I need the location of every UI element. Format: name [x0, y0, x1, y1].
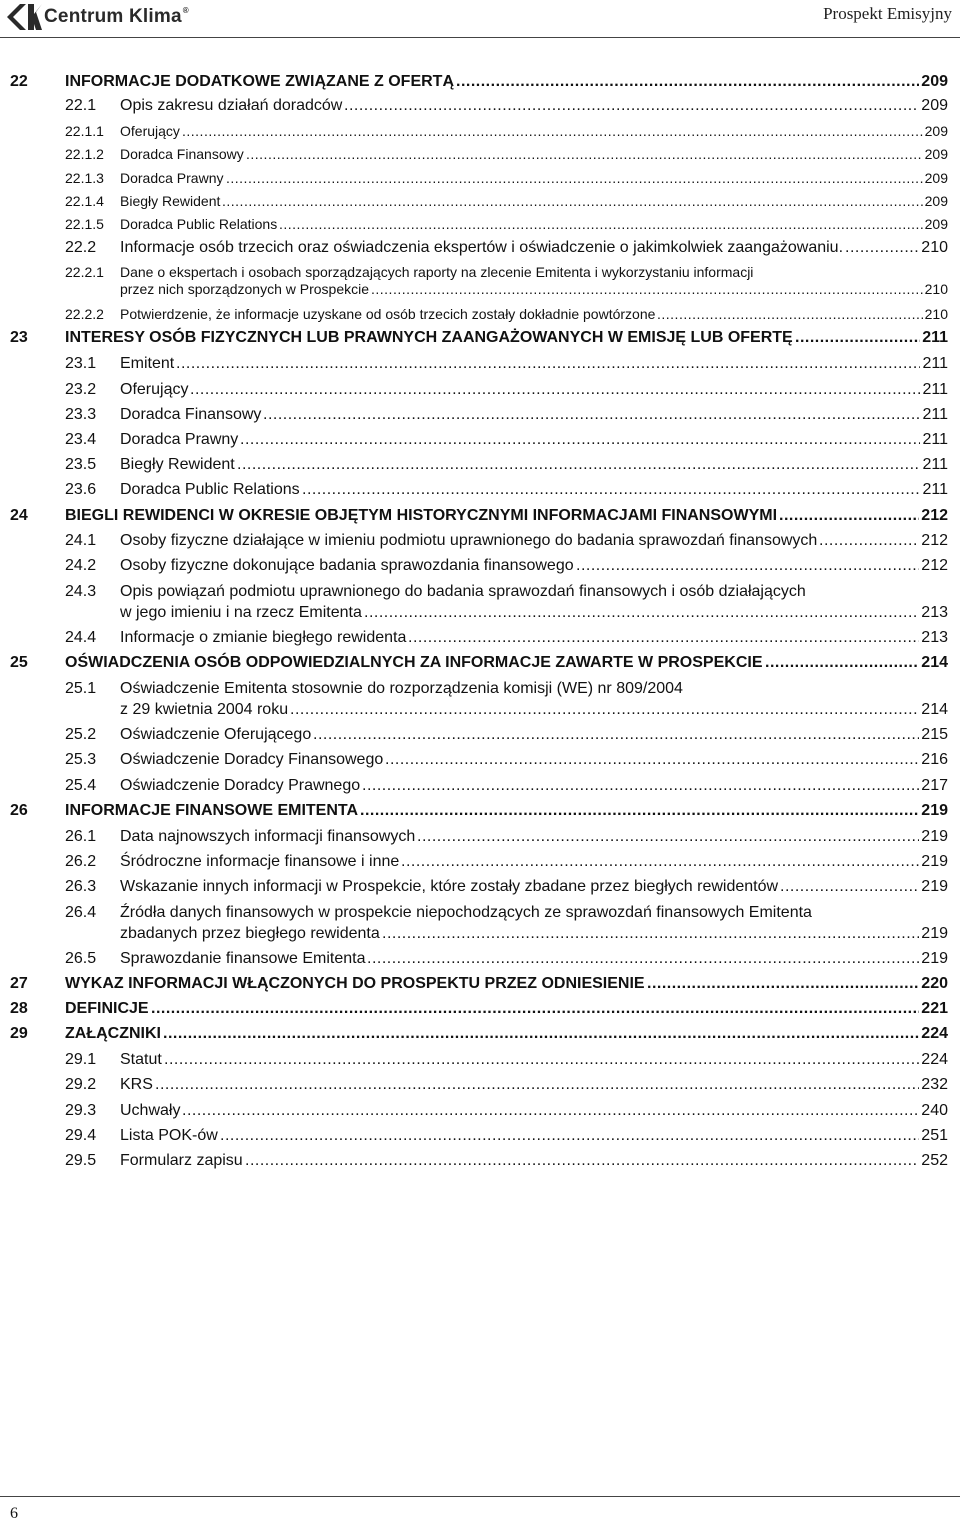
toc-dot-leader	[182, 1102, 919, 1120]
toc-dot-leader	[246, 146, 923, 162]
toc-entry-title: Biegły Rewident	[120, 193, 221, 209]
toc-dot-leader	[382, 925, 919, 943]
toc-entry-number: 23	[10, 329, 28, 346]
toc-entry-title: Źródła danych finansowych w prospekcie niepochodzących ze sprawozdań finansowych Emitenta	[120, 904, 812, 921]
toc-dot-leader	[263, 406, 920, 424]
toc-entry-title: KRS	[120, 1076, 153, 1093]
toc-dot-leader	[456, 73, 919, 91]
toc-entry-page: 211	[922, 381, 948, 398]
header-divider	[0, 37, 960, 38]
document-title: Prospekt Emisyjny	[823, 4, 952, 23]
toc-entry-page: 212	[921, 557, 948, 574]
toc-dot-leader	[647, 975, 919, 993]
toc-entry-title: Oferujący	[120, 123, 180, 139]
toc-entry-page: 211	[922, 481, 948, 498]
toc-dot-leader	[176, 355, 920, 373]
toc-entry-page: 211	[922, 431, 948, 448]
toc-entry-page: 211	[922, 456, 948, 473]
toc-dot-leader	[657, 306, 923, 322]
toc-entry-page: 211	[922, 329, 948, 346]
toc-entry-number: 25.1	[65, 680, 97, 697]
toc-entry-number: 22.1.5	[65, 216, 104, 232]
toc-dot-leader	[155, 1076, 919, 1094]
toc-entry-page: 219	[921, 950, 948, 967]
toc-entry-page: 209	[924, 193, 948, 209]
page-header	[0, 0, 960, 40]
footer-divider	[0, 1496, 960, 1497]
toc-entry-page: 217	[921, 777, 948, 794]
toc-dot-leader	[417, 828, 919, 846]
toc-entry-title: Oświadczenie Doradcy Finansowego	[120, 751, 384, 768]
toc-entry-page: 219	[921, 878, 948, 895]
toc-entry-number: 22.2	[65, 239, 97, 256]
toc-entry-page: 209	[924, 216, 948, 232]
toc-entry-page: 209	[924, 146, 948, 162]
toc-entry-title: Oferujący	[120, 381, 189, 398]
toc-dot-leader	[371, 281, 923, 297]
toc-entry-page: 211	[922, 406, 948, 423]
toc-entry-title: Informacje o zmianie biegłego rewidenta	[120, 629, 407, 646]
toc-entry-number: 25.2	[65, 726, 97, 743]
toc-entry-page: 209	[924, 123, 948, 139]
toc-dot-leader	[222, 193, 923, 209]
toc-entry-page: 216	[921, 751, 948, 768]
toc-entry-number: 22.2.1	[65, 264, 104, 280]
toc-entry-page: 210	[924, 281, 948, 297]
toc-entry-number: 22.1.2	[65, 146, 104, 162]
toc-entry-page: 211	[922, 355, 948, 372]
toc-entry-number: 29.5	[65, 1152, 97, 1169]
toc-entry-title: OŚWIADCZENIA OSÓB ODPOWIEDZIALNYCH ZA INFORMACJE ZAWARTE W PROSPEKCIE	[65, 654, 763, 671]
toc-entry-page: 219	[921, 828, 948, 845]
toc-entry-page: 210	[924, 306, 948, 322]
toc-entry-number: 28	[10, 1000, 28, 1017]
toc-entry-page: 221	[921, 1000, 948, 1017]
toc-entry-number: 22.2.2	[65, 306, 104, 322]
toc-entry-number: 22.1	[65, 97, 97, 114]
toc-entry-page: 209	[921, 97, 948, 114]
toc-entry-number: 29	[10, 1025, 28, 1042]
toc-entry-number: 24.1	[65, 532, 97, 549]
toc-entry-title: Opis powiązań podmiotu uprawnionego do badania sprawozdań finansowych i osób działających	[120, 583, 806, 600]
toc-entry-number: 24.2	[65, 557, 97, 574]
toc-entry-title-continued: z 29 kwietnia 2004 roku	[120, 701, 289, 718]
toc-entry-title: Oświadczenie Doradcy Prawnego	[120, 777, 361, 794]
toc-entry-page: 214	[921, 654, 948, 671]
toc-entry-number: 26	[10, 802, 28, 819]
toc-entry-number: 29.3	[65, 1102, 97, 1119]
toc-entry-number: 22.1.1	[65, 123, 104, 139]
toc-entry-title: Formularz zapisu	[120, 1152, 243, 1169]
toc-entry-number: 23.3	[65, 406, 97, 423]
toc-dot-leader	[240, 431, 920, 449]
toc-dot-leader	[290, 701, 919, 719]
toc-entry-page: 209	[921, 73, 948, 90]
toc-entry-number: 23.4	[65, 431, 97, 448]
toc-dot-leader	[182, 123, 923, 139]
toc-dot-leader	[362, 777, 919, 795]
toc-entry-page: 252	[921, 1152, 948, 1169]
toc-entry-number: 23.2	[65, 381, 97, 398]
toc-dot-leader	[408, 629, 919, 647]
toc-entry-number: 25.4	[65, 777, 97, 794]
toc-entry-page: 215	[921, 726, 948, 743]
toc-dot-leader	[226, 170, 923, 186]
toc-entry-title: Doradca Public Relations	[120, 481, 300, 498]
toc-entry-title: Oświadczenie Emitenta stosownie do rozporządzenia komisji (WE) nr 809/2004	[120, 680, 683, 697]
toc-entry-title: Statut	[120, 1051, 162, 1068]
toc-dot-leader	[765, 654, 919, 672]
toc-dot-leader	[237, 456, 920, 474]
toc-entry-title: DEFINICJE	[65, 1000, 149, 1017]
toc-entry-title: Informacje osób trzecich oraz oświadczenia ekspertów i oświadczenie o jakimkolwiek zaangażowaniu.	[120, 239, 844, 256]
toc-dot-leader	[795, 329, 920, 347]
toc-entry-title: Lista POK-ów	[120, 1127, 218, 1144]
toc-entry-number: 29.2	[65, 1076, 97, 1093]
toc-entry-title: Data najnowszych informacji finansowych	[120, 828, 416, 845]
toc-entry-number: 26.2	[65, 853, 97, 870]
toc-dot-leader	[344, 97, 919, 115]
toc-entry-title: Doradca Finansowy	[120, 406, 262, 423]
toc-dot-leader	[367, 950, 919, 968]
toc-entry-title: WYKAZ INFORMACJI WŁĄCZONYCH DO PROSPEKTU PRZEZ ODNIESIENIE	[65, 975, 645, 992]
toc-dot-leader	[576, 557, 919, 575]
toc-dot-leader	[360, 802, 919, 820]
toc-entry-title: Doradca Prawny	[120, 170, 224, 186]
company-logo	[4, 2, 189, 32]
toc-entry-title: INFORMACJE FINANSOWE EMITENTA	[65, 802, 359, 819]
toc-entry-title: INFORMACJE DODATKOWE ZWIĄZANE Z OFERTĄ	[65, 73, 455, 90]
toc-entry-page: 214	[921, 701, 948, 718]
toc-entry-title: Sprawozdanie finansowe Emitenta	[120, 950, 366, 967]
toc-dot-leader	[302, 481, 920, 499]
toc-entry-title-continued: przez nich sporządzonych w Prospekcie	[120, 281, 370, 297]
toc-entry-title: Osoby fizyczne dokonujące badania sprawozdania finansowego	[120, 557, 574, 574]
toc-entry-title-continued: zbadanych przez biegłego rewidenta	[120, 925, 380, 942]
toc-entry-page: 232	[921, 1076, 948, 1093]
toc-entry-number: 23.1	[65, 355, 97, 372]
page-number: 6	[10, 1505, 18, 1522]
toc-entry-number: 26.4	[65, 904, 97, 921]
toc-dot-leader	[163, 1025, 919, 1043]
toc-entry-page: 209	[924, 170, 948, 186]
toc-entry-number: 23.6	[65, 481, 97, 498]
toc-entry-title: Opis zakresu działań doradców	[120, 97, 343, 114]
toc-entry-number: 22	[10, 73, 28, 90]
toc-dot-leader	[845, 239, 919, 257]
toc-entry-number: 26.1	[65, 828, 97, 845]
toc-entry-page: 219	[921, 925, 948, 942]
toc-entry-title: BIEGLI REWIDENCI W OKRESIE OBJĘTYM HISTORYCZNYMI INFORMACJAMI FINANSOWYMI	[65, 507, 778, 524]
toc-entry-title: Wskazanie innych informacji w Prospekcie, które zostały zbadane przez biegłych rewidentów	[120, 878, 779, 895]
toc-entry-page: 219	[921, 853, 948, 870]
logo-text: Centrum Klima®	[44, 6, 189, 27]
toc-entry-page: 240	[921, 1102, 948, 1119]
toc-entry-title: INTERESY OSÓB FIZYCZNYCH LUB PRAWNYCH ZAANGAŻOWANYCH W EMISJĘ LUB OFERTĘ	[65, 329, 793, 346]
toc-entry-title: Doradca Finansowy	[120, 146, 244, 162]
toc-entry-title: Emitent	[120, 355, 175, 372]
toc-entry-number: 24	[10, 507, 28, 524]
toc-entry-page: 251	[921, 1127, 948, 1144]
toc-entry-number: 22.1.4	[65, 193, 104, 209]
toc-entry-title: Oświadczenie Oferującego	[120, 726, 312, 743]
toc-entry-title: Śródroczne informacje finansowe i inne	[120, 853, 400, 870]
toc-dot-leader	[780, 878, 919, 896]
toc-dot-leader	[279, 216, 923, 232]
logo-mark-icon	[4, 2, 42, 32]
toc-entry-number: 23.5	[65, 456, 97, 473]
toc-entry-page: 219	[921, 802, 948, 819]
toc-entry-number: 27	[10, 975, 28, 992]
toc-dot-leader	[245, 1152, 919, 1170]
toc-entry-number: 26.3	[65, 878, 97, 895]
toc-entry-number: 26.5	[65, 950, 97, 967]
toc-dot-leader	[220, 1127, 919, 1145]
toc-entry-number: 29.4	[65, 1127, 97, 1144]
toc-entry-page: 224	[921, 1051, 948, 1068]
toc-entry-page: 210	[921, 239, 948, 256]
toc-dot-leader	[385, 751, 919, 769]
toc-entry-title: Biegły Rewident	[120, 456, 235, 473]
toc-dot-leader	[313, 726, 919, 744]
toc-dot-leader	[364, 604, 919, 622]
toc-entry-page: 212	[921, 507, 948, 524]
toc-entry-number: 25.3	[65, 751, 97, 768]
toc-dot-leader	[151, 1000, 919, 1018]
toc-dot-leader	[190, 381, 920, 399]
toc-entry-title: Potwierdzenie, że informacje uzyskane od osób trzecich zostały dokładnie powtórzone	[120, 306, 656, 322]
toc-entry-title: Doradca Prawny	[120, 431, 239, 448]
toc-entry-number: 25	[10, 654, 28, 671]
toc-entry-page: 213	[921, 629, 948, 646]
toc-dot-leader	[819, 532, 919, 550]
toc-entry-page: 212	[921, 532, 948, 549]
toc-entry-page: 220	[921, 975, 948, 992]
toc-dot-leader	[779, 507, 919, 525]
toc-entry-page: 213	[921, 604, 948, 621]
toc-entry-number: 29.1	[65, 1051, 97, 1068]
toc-dot-leader	[401, 853, 919, 871]
toc-entry-number: 24.4	[65, 629, 97, 646]
toc-entry-page: 224	[921, 1025, 948, 1042]
toc-entry-number: 22.1.3	[65, 170, 104, 186]
toc-dot-leader	[164, 1051, 919, 1069]
toc-entry-title: Doradca Public Relations	[120, 216, 278, 232]
toc-entry-title: ZAŁĄCZNIKI	[65, 1025, 161, 1042]
toc-entry-title: Uchwały	[120, 1102, 181, 1119]
toc-entry-title: Osoby fizyczne działające w imieniu podmiotu uprawnionego do badania sprawozdań finansowych	[120, 532, 818, 549]
toc-entry-title-continued: w jego imieniu i na rzecz Emitenta	[120, 604, 362, 621]
toc-entry-number: 24.3	[65, 583, 97, 600]
toc-entry-title: Dane o ekspertach i osobach sporządzających raporty na zlecenie Emitenta i wykorzystaniu informacji	[120, 264, 754, 280]
